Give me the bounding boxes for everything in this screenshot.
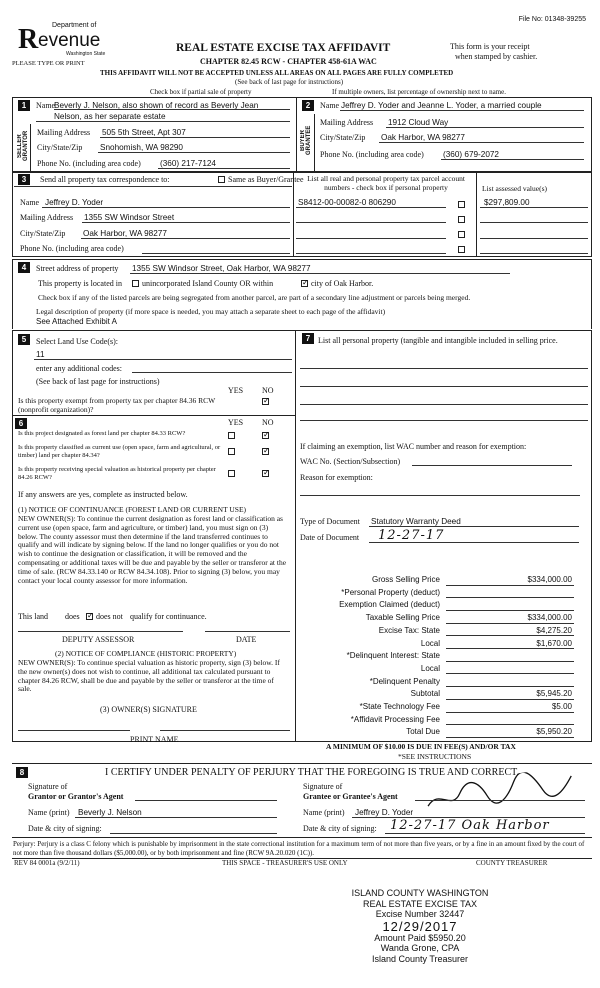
city-checkbox[interactable]	[301, 278, 308, 287]
buyer-city[interactable]: Oak Harbor, WA 98277	[381, 133, 465, 142]
minimum-note: A MINIMUM OF $10.00 IS DUE IN FEE(S) AND/OR TAX	[326, 742, 516, 751]
tax-row-label: Gross Selling Price	[371, 575, 440, 584]
doc-type-label: Type of Document	[300, 517, 360, 526]
stamp-treasurer-name: Wanda Grone, CPA	[380, 943, 460, 953]
corr-name-label: Name	[20, 198, 40, 207]
tax-row-line	[446, 699, 574, 700]
seller-name-2[interactable]: Nelson, as her separate estate	[54, 112, 166, 121]
revenue-logo	[18, 22, 118, 62]
does-checkbox[interactable]	[86, 611, 93, 620]
notice1-body: NEW OWNER(S): To continue the current designation as forest land or classification as current use (open space, farm and agriculture, or timber) land, you must sign on (3) below. The county assessor must then determine if the land transferred continues to qualify and will indicate by signing below. If the land no longer qualifies or you do not wish to continue the designation or classification, it will be removed and the compensating or additional taxes will be due and payable by the seller or transferor at the time of sale. (RCW 84.33.140 or RCW 84.34.108). Prior to signing (3) below, you may contact your local county assessor for more information.	[18, 514, 287, 585]
tax-row-label: *Affidavit Processing Fee	[350, 714, 440, 724]
stamp-line-1: ISLAND COUNTY WASHINGTON	[351, 888, 489, 898]
grantor-name[interactable]: Beverly J. Nelson	[78, 808, 142, 817]
q-historic: Is this property receiving special valuation as historical property per chapter 84.26 RCW?	[18, 466, 216, 481]
buyer-mailing-label: Mailing Address	[320, 118, 374, 127]
grantee-sig-label: Signature of	[303, 782, 343, 791]
personal-checkbox-2[interactable]	[458, 214, 465, 223]
tax-row-label: Exemption Claimed (deduct)	[339, 600, 440, 610]
grantor-name-label: Name (print)	[28, 808, 70, 817]
correspondence-header: Send all property tax correspondence to:	[40, 175, 170, 184]
same-as-checkbox[interactable]	[218, 174, 225, 183]
grantee-agent-label: Grantee or Grantee's Agent	[303, 792, 398, 801]
seller-city-label: City/State/Zip	[37, 143, 83, 152]
county-treasurer: COUNTY TREASURER	[476, 859, 548, 867]
print-name-label: PRINT NAME	[130, 735, 179, 744]
tax-row-label: *State Technology Fee	[359, 702, 440, 711]
land-use-code[interactable]: 11	[36, 350, 45, 359]
notice2-title: (2) NOTICE OF COMPLIANCE (HISTORIC PROPERTY)	[55, 649, 237, 658]
tax-row-line	[446, 635, 574, 636]
q-forest-yes[interactable]	[228, 430, 235, 439]
seller-phone-label: Phone No. (including area code)	[37, 159, 141, 168]
doc-date-label: Date of Document	[300, 533, 360, 542]
tax-row-line	[446, 661, 574, 662]
tax-row-value[interactable]: $334,000.00	[527, 575, 572, 584]
seller-mailing[interactable]: 505 5th Street, Apt 307	[102, 128, 186, 137]
street-address[interactable]: 1355 SW Windsor Street, Oak Harbor, WA 98277	[132, 264, 311, 273]
grantee-name[interactable]: Jeffrey D. Yoder	[355, 808, 414, 817]
corr-mailing[interactable]: 1355 SW Windsor Street	[84, 213, 175, 222]
tax-row-value[interactable]: $334,000.00	[527, 613, 572, 623]
section-8-number: 8	[16, 767, 28, 778]
deputy-assessor-label: DEPUTY ASSESSOR	[62, 635, 135, 644]
tax-row-line	[446, 648, 574, 649]
q-current-use: Is this property classified as current use (open space, farm and agricultural, or timber) land per chapter 84.34?	[18, 444, 221, 459]
legal-label: Legal description of property (if more space is needed, you may attach a separate sheet to each page of the affidavit)	[36, 307, 386, 316]
tax-row-value[interactable]: $5.00	[551, 702, 572, 711]
doc-type[interactable]: Statutory Warranty Deed	[371, 517, 461, 526]
q-forest-no[interactable]	[262, 430, 269, 439]
please-type: PLEASE TYPE OR PRINT	[12, 60, 85, 67]
assessed-value[interactable]: $297,809.00	[484, 198, 530, 207]
parcel-number[interactable]: S8412-00-00082-0 806290	[298, 198, 396, 207]
corr-city[interactable]: Oak Harbor, WA 98277	[83, 229, 167, 238]
grantee-date-city-label: Date & city of signing:	[303, 824, 377, 833]
warning-text: THIS AFFIDAVIT WILL NOT BE ACCEPTED UNLESS ALL AREAS ON ALL PAGES ARE FULLY COMPLETED	[100, 69, 454, 77]
perjury-statement: Perjury: Perjury is a class C felony which is punishable by imprisonment in the state correctional institution for a maximum term of not more than five years, or by a fine in an amount fixed by the court of not more than five thousand dollars ($5,000.00), or by both imprisonment and fine (RCW 9A.20.020 (1C)).	[13, 840, 585, 857]
seller-phone[interactable]: (360) 217-7124	[160, 159, 216, 168]
exempt-no-checkbox[interactable]	[262, 396, 269, 405]
tax-row-line	[446, 686, 574, 687]
q-historic-no[interactable]	[262, 468, 269, 477]
corr-phone-label: Phone No. (including area code)	[20, 244, 124, 253]
qualify-label: qualify for continuance.	[130, 612, 207, 621]
q-current-use-yes[interactable]	[228, 446, 235, 455]
logo-r-icon: R	[18, 24, 39, 55]
section-3-number: 3	[18, 174, 30, 185]
buyer-name[interactable]: Jeffrey D. Yoder and Jeanne L. Yoder, a married couple	[341, 101, 542, 110]
tax-row-label: Excise Tax: State	[378, 625, 440, 635]
stamp-line-3: Excise Number 32447	[375, 909, 465, 919]
tax-row-line	[446, 673, 574, 674]
yes-header-6: YES	[228, 418, 244, 427]
tax-row-line	[446, 597, 574, 598]
legal-value[interactable]: See Attached Exhibit A	[36, 317, 117, 326]
street-label: Street address of property	[36, 264, 119, 273]
logo-dept: Department of	[52, 22, 97, 29]
personal-property-header: List all personal property (tangible and intangible included in selling price.	[318, 336, 558, 345]
tax-row-label: Taxable Selling Price	[365, 613, 440, 623]
see-back: (See back of last page for instructions)	[235, 78, 344, 86]
logo-state: Washington State	[66, 51, 106, 57]
section-2-number: 2	[302, 100, 314, 111]
tax-row-label: *Delinquent Penalty	[369, 676, 440, 686]
assessed-header: List assessed value(s)	[482, 184, 547, 193]
form-title: REAL ESTATE EXCISE TAX AFFIDAVIT	[176, 42, 391, 54]
partial-sale-label: Check box if partial sale of property	[150, 88, 252, 96]
buyer-city-label: City/State/Zip	[320, 133, 366, 142]
logo-name: evenue	[38, 30, 101, 51]
parcel-header: List all real and personal property tax parcel account numbers - check box if personal property	[307, 174, 465, 192]
uninc-label: unincorporated Island County OR within	[142, 279, 274, 288]
grantor-agent-label: Grantor or Grantor's Agent	[28, 792, 124, 801]
tax-row-label: Subtotal	[410, 689, 440, 699]
tax-row-line	[446, 737, 574, 738]
notice2-body: NEW OWNER(S): To continue special valuation as historic property, sign (3) below. If the new owner(s) does not wish to continue, all additional tax calculated pursuant to chapter 84.26 RCW, shall be due and payable by the seller or transferor at the time of sale.	[18, 658, 280, 694]
corr-city-label: City/State/Zip	[20, 229, 66, 238]
file-number: File No: 01348-39255	[518, 16, 586, 23]
stamp-date: 12/29/2017	[382, 918, 458, 934]
personal-checkbox-3[interactable]	[458, 229, 465, 238]
buyer-phone-label: Phone No. (including area code)	[320, 150, 424, 159]
buyer-phone[interactable]: (360) 679-2072	[443, 150, 499, 159]
seller-name-label: Name	[36, 101, 56, 110]
yes-header: YES	[228, 386, 244, 395]
q-current-use-no[interactable]	[262, 446, 269, 455]
city-of-label: city of Oak Harbor.	[311, 279, 374, 288]
buyer-side-label: BUYER GRANTEE	[300, 125, 312, 156]
reason-label: Reason for exemption:	[300, 473, 373, 482]
corr-mailing-label: Mailing Address	[20, 213, 74, 222]
personal-checkbox-4[interactable]	[458, 244, 465, 253]
no-header-6: NO	[262, 418, 274, 427]
receipt-note-2: when stamped by cashier.	[455, 52, 538, 61]
same-as-label: Same as Buyer/Grantee	[228, 175, 304, 184]
tax-row-line	[446, 724, 574, 725]
section-6-number: 6	[15, 418, 27, 429]
segregated-label: Check box if any of the listed parcels are being segregated from another parcel, are part of a secondary line adjustment or parcels being merged.	[38, 293, 471, 302]
grantor-sig-label: Signature of	[28, 782, 68, 791]
stamp-line-2: REAL ESTATE EXCISE TAX	[362, 898, 478, 909]
section-1-number: 1	[18, 100, 30, 111]
q-historic-yes[interactable]	[228, 468, 235, 477]
tax-row-label: Local	[420, 663, 440, 673]
tax-row-value[interactable]: $1,670.00	[536, 638, 572, 648]
seller-side-label: SELLER GRANTOR	[17, 130, 29, 162]
multiple-owners-note: If multiple owners, list percentage of ownership next to name.	[332, 88, 506, 96]
tax-row-line	[446, 585, 574, 586]
section-5-number: 5	[18, 334, 30, 345]
buyer-mailing[interactable]: 1912 Cloud Way	[388, 118, 449, 127]
section-4-number: 4	[18, 262, 30, 273]
form-subtitle: CHAPTER 82.45 RCW - CHAPTER 458-61A WAC	[200, 57, 377, 66]
treasurer-stamp	[320, 888, 520, 964]
uninc-checkbox[interactable]	[132, 278, 139, 287]
tax-row-line	[446, 623, 574, 624]
tax-row-value[interactable]: $5,950.20	[536, 727, 572, 737]
receipt-note-1: This form is your receipt	[450, 42, 530, 51]
tax-row-value[interactable]: $5,945.20	[536, 689, 572, 699]
does-not-label: does not	[96, 612, 123, 621]
wac-label: WAC No. (Section/Subsection)	[300, 457, 401, 466]
seller-mailing-label: Mailing Address	[37, 128, 91, 137]
buyer-name-label: Name	[320, 101, 340, 110]
land-use-label: Select Land Use Code(s):	[36, 337, 118, 346]
rev-number: REV 84 0001a (9/2/11)	[14, 859, 80, 867]
personal-checkbox-1[interactable]	[458, 199, 465, 208]
section-7-number: 7	[302, 333, 314, 344]
grantee-name-label: Name (print)	[303, 808, 345, 817]
tax-row-line	[446, 610, 574, 611]
tax-row-label: *Delinquent Interest: State	[346, 651, 440, 661]
exempt-question: Is this property exempt from property tax per chapter 84.36 RCW (nonprofit organization)?	[18, 396, 216, 414]
tax-row-label: Total Due	[406, 727, 440, 737]
certify-statement: I CERTIFY UNDER PENALTY OF PERJURY THAT THE FOREGOING IS TRUE AND CORRECT.	[105, 767, 519, 778]
treasurer-space: THIS SPACE - TREASURER'S USE ONLY	[222, 859, 348, 867]
tax-row-label: *Personal Property (deduct)	[341, 587, 440, 597]
doc-date[interactable]: 12-27-17	[378, 528, 445, 543]
additional-codes-label: enter any additional codes:	[36, 364, 122, 373]
this-land-label: This land	[18, 612, 48, 621]
q-forest: Is this project designated as forest land per chapter 84.33 RCW?	[18, 430, 186, 437]
tax-row-value[interactable]: $4,275.20	[536, 625, 572, 635]
no-header: NO	[262, 386, 274, 395]
notice1-title: (1) NOTICE OF CONTINUANCE (FOREST LAND OR CURRENT USE)	[18, 505, 247, 514]
grantor-date-city-label: Date & city of signing:	[28, 824, 102, 833]
seller-name[interactable]: Beverly J. Nelson, also shown of record as Beverly Jean	[54, 101, 259, 110]
tax-row-line	[446, 712, 574, 713]
see-instructions: *SEE INSTRUCTIONS	[398, 752, 472, 761]
owner-signature-label: (3) OWNER(S) SIGNATURE	[100, 705, 197, 714]
grantee-date-city[interactable]: 12-27-17 Oak Harbor	[390, 818, 550, 833]
date-label: DATE	[236, 635, 257, 644]
located-label: This property is located in	[38, 279, 122, 288]
any-yes-note: If any answers are yes, complete as instructed below.	[18, 490, 188, 499]
land-use-see-back: (See back of last page for instructions)	[36, 377, 160, 386]
stamp-treasurer-title: Island County Treasurer	[371, 953, 469, 964]
corr-name[interactable]: Jeffrey D. Yoder	[45, 198, 104, 207]
does-label: does	[65, 612, 80, 621]
stamp-amount: Amount Paid $5950.20	[374, 932, 466, 943]
seller-city[interactable]: Snohomish, WA 98290	[100, 143, 183, 152]
tax-row-label: Local	[420, 638, 440, 648]
exemption-label: If claiming an exemption, list WAC number and reason for exemption:	[300, 442, 527, 451]
